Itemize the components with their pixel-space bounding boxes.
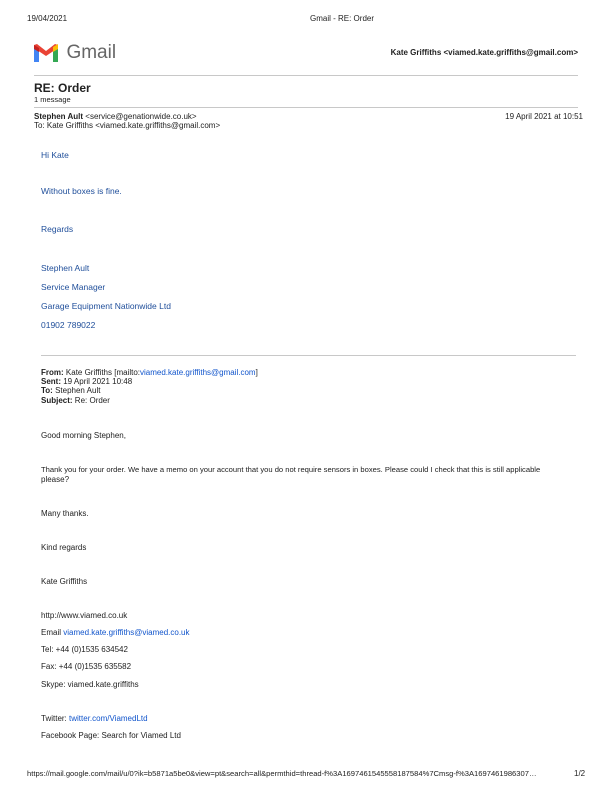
quoted-subject-value: Re: Order [74,396,110,405]
signature-company: Garage Equipment Nationwide Ltd [41,301,171,311]
quoted-to [41,386,100,395]
quoted-from-end: ] [255,368,258,377]
quote-divider [41,355,576,356]
quoted-to-value: Stephen Ault [55,386,101,395]
signature-title: Service Manager [41,282,106,292]
quoted-name: Kate Griffiths [41,577,88,586]
sender-line [34,112,197,121]
quoted-thanks: Many thanks. [41,509,89,518]
fax-line: Fax: +44 (0)1535 635582 [41,662,132,671]
quoted-sent-label: Sent: [41,377,61,386]
message-count: 1 message [34,95,71,104]
quoted-sent [41,377,132,386]
print-title: Gmail - RE: Order [310,14,375,23]
email-label: Email [41,628,62,637]
divider [34,75,578,76]
print-date: 19/04/2021 [27,14,68,23]
print-page-number: 1/2 [574,769,586,778]
body-line: Without boxes is fine. [41,186,122,196]
quoted-subject-label: Subject: [41,396,73,405]
quoted-body-line-2: please? [41,475,70,484]
quoted-from-label: From: [41,368,64,377]
signature-name: Stephen Ault [41,263,90,273]
facebook-line: Facebook Page: Search for Viamed Ltd [41,731,181,740]
twitter-label: Twitter: [41,714,67,723]
twitter-line [41,714,148,723]
email-link[interactable]: viamed.kate.griffiths@viamed.co.uk [63,628,190,637]
quoted-to-label: To: [41,386,53,395]
recipient-line: To: Kate Griffiths <viamed.kate.griffiths@gmail.com> [34,121,221,130]
tel-line: Tel: +44 (0)1535 634542 [41,645,128,654]
sender-name: Stephen Ault [34,112,84,121]
signature-phone: 01902 789022 [41,320,96,330]
thread-subject: RE: Order [34,81,91,95]
quoted-body-line-1: Thank you for your order. We have a memo on your account that you do not require sensors in boxes. Please could I check that this is still applicable [41,465,541,474]
email-line [41,628,190,637]
quoted-sent-value: 19 April 2021 10:48 [63,377,133,386]
gmail-logo [34,42,116,64]
skype-line: Skype: viamed.kate.griffiths [41,680,139,689]
twitter-link[interactable]: twitter.com/ViamedLtd [69,714,148,723]
divider [34,107,578,108]
quoted-from [41,368,258,377]
quoted-kind-regards: Kind regards [41,543,87,552]
quoted-from-name: Kate Griffiths [mailto: [65,368,141,377]
gmail-wordmark: Gmail [66,42,117,63]
print-footer-url: https://mail.google.com/mail/u/0?ik=b5871a5be0&view=pt&search=all&permthid=thread-f%3A1697461545558187584%7Cmsg-f%3A1697461986307… [27,769,537,778]
quoted-greeting: Good morning Stephen, [41,431,126,440]
greeting: Hi Kate [41,150,69,160]
quoted-from-email-link[interactable]: viamed.kate.griffiths@gmail.com [140,368,256,377]
regards: Regards [41,224,74,234]
message-date: 19 April 2021 at 10:51 [505,112,583,121]
gmail-m-icon [34,44,58,62]
account-email: Kate Griffiths <viamed.kate.griffiths@gmail.com> [390,48,578,57]
website-link[interactable]: http://www.viamed.co.uk [41,611,128,620]
quoted-subject [41,396,110,405]
sender-email: <service@genationwide.co.uk> [85,112,197,121]
